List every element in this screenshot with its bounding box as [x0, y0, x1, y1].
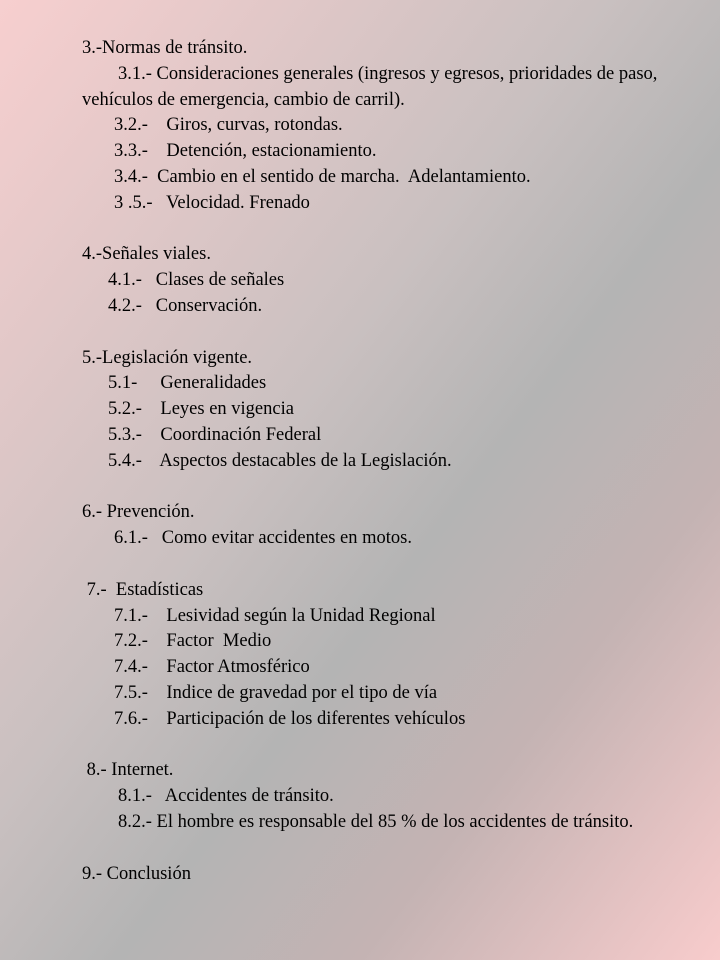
item-4-2: 4.2.- Conservación. — [108, 295, 263, 316]
section-7-title: 7.- Estadísticas — [82, 579, 204, 600]
item-7-6: 7.6.- Participación de los diferentes vehículos — [114, 708, 466, 729]
document-body — [0, 36, 720, 887]
item-8-1: 8.1.- Accidentes de tránsito. — [118, 786, 334, 807]
item-7-2: 7.2.- Factor Medio — [114, 631, 272, 652]
spacer — [0, 217, 720, 243]
section-6-title: 6.- Prevención. — [82, 502, 195, 523]
item-3-1: 3.1.- Consideraciones generales (ingresos y egresos, prioridades de paso, vehículos de emergencia, cambio de carril). — [82, 63, 658, 110]
section-4-title: 4.-Señales viales. — [82, 244, 211, 265]
section-3-title: 3.-Normas de tránsito. — [82, 38, 248, 58]
item-7-5: 7.5.- Indice de gravedad por el tipo de vía — [114, 682, 438, 703]
spacer — [0, 552, 720, 578]
item-8-2: 8.2.- El hombre es responsable del 85 % de los accidentes de tránsito. — [118, 811, 634, 832]
item-5-4: 5.4.- Aspectos destacables de la Legislación. — [108, 450, 452, 471]
spacer — [0, 733, 720, 759]
spacer — [0, 320, 720, 346]
spacer — [0, 475, 720, 501]
item-4-1: 4.1.- Clases de señales — [108, 270, 285, 291]
section-8-title: 8.- Internet. — [82, 760, 174, 781]
item-7-4: 7.4.- Factor Atmosférico — [114, 657, 310, 678]
item-3-5: 3 .5.- Velocidad. Frenado — [114, 192, 310, 213]
item-6-1: 6.1.- Como evitar accidentes en motos. — [114, 528, 412, 549]
item-5-1: 5.1- Generalidades — [108, 373, 267, 394]
item-3-3: 3.3.- Detención, estacionamiento. — [114, 141, 377, 162]
spacer — [0, 836, 720, 862]
item-5-3: 5.3.- Coordinación Federal — [108, 424, 322, 445]
item-7-1: 7.1.- Lesividad según la Unidad Regional — [114, 605, 436, 626]
section-9-title: 9.- Conclusión — [82, 863, 191, 884]
item-3-2: 3.2.- Giros, curvas, rotondas. — [114, 115, 343, 136]
item-5-2: 5.2.- Leyes en vigencia — [108, 399, 294, 420]
section-5-title: 5.-Legislación vigente. — [82, 347, 253, 368]
item-3-4: 3.4.- Cambio en el sentido de marcha. Adelantamiento. — [114, 166, 531, 187]
